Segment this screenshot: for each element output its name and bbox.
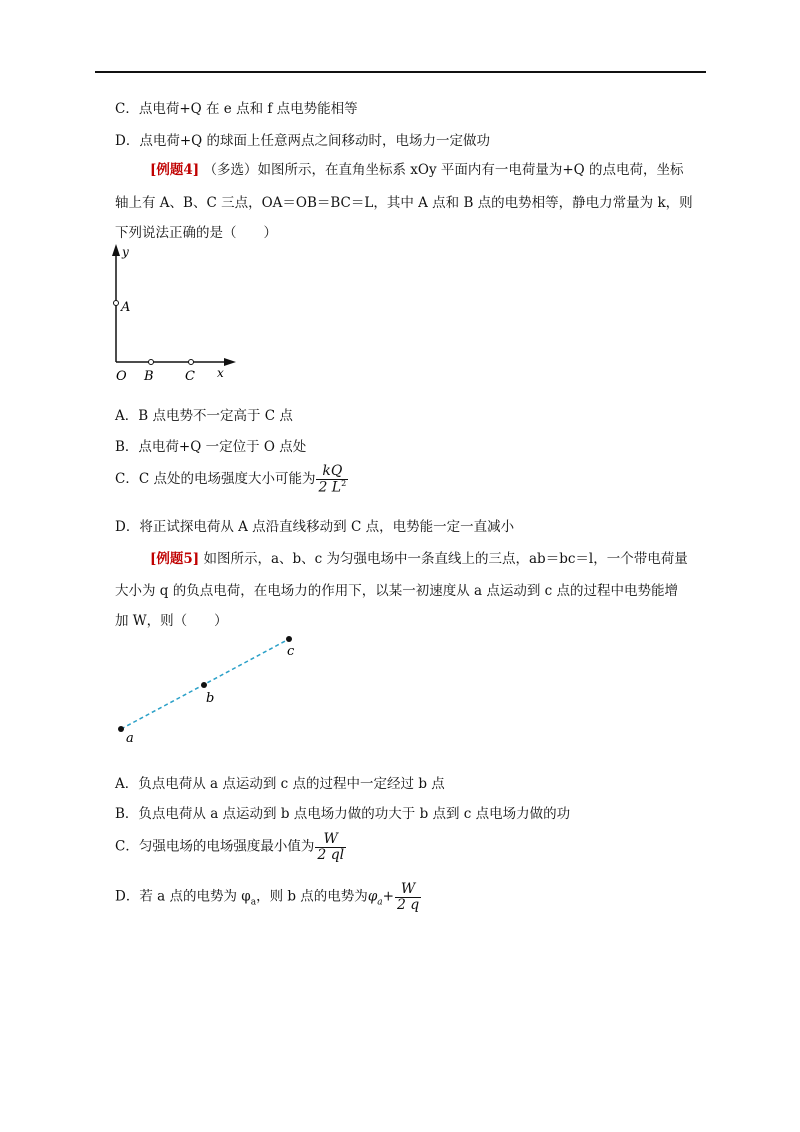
point-c: [189, 360, 194, 365]
label-b: B: [144, 369, 154, 384]
point-b: [201, 682, 207, 688]
fraction-denominator: [316, 480, 348, 495]
label-a: A: [121, 300, 131, 315]
example4-tag: [例题4]: [150, 162, 200, 178]
point-c: [286, 636, 292, 642]
label-b: b: [206, 691, 215, 706]
label-c: c: [287, 644, 295, 659]
point-b: [149, 360, 154, 365]
example5-option-d-mid: ，则 b 点的电势为: [256, 888, 368, 905]
y-axis-arrow: [112, 244, 120, 256]
example5-option-b: B．负点电荷从 a 点运动到 b 点电场力做的功大于 b 点到 c 点电场力做的功: [115, 806, 571, 822]
fraction-numerator: W: [315, 832, 346, 848]
example5-line1: [150, 547, 688, 567]
example5-option-d: [115, 882, 421, 912]
example5-line2: 大小为 q 的负点电荷，在电场力的作用下，以某一初速度从 a 点运动到 c 点的过程中电势能增: [115, 583, 678, 599]
example4-text1: （多选）如图所示，在直角坐标系 xOy 平面内有一电荷量为+Q 的点电荷，坐标: [203, 162, 684, 178]
fraction-w-2q: [395, 882, 421, 912]
phi-subscript: a: [377, 897, 383, 908]
plus-sign: +: [382, 888, 394, 905]
example5-option-d-text: D．若 a 点的电势为 φ: [115, 888, 251, 905]
example5-line3: 加 W，则（ ）: [115, 613, 228, 629]
example5-text1: 如图所示，a、b、c 为匀强电场中一条直线上的三点，ab＝bc＝l，一个带电荷量: [203, 551, 688, 567]
example4-figure: [100, 240, 250, 385]
option-d-prev: D．点电荷+Q 的球面上任意两点之间移动时，电场力一定做功: [115, 133, 490, 149]
option-c-prev: C．点电荷+Q 在 e 点和 f 点电势能相等: [115, 101, 358, 117]
example4-option-c: [115, 464, 348, 495]
example4-option-a: A．B 点电势不一定高于 C 点: [115, 408, 293, 424]
header-rule: [95, 71, 706, 73]
point-a: [118, 726, 124, 732]
example4-line2: 轴上有 A、B、C 三点，OA＝OB＝BC＝L，其中 A 点和 B 点的电势相等，静电力常量为 k，则: [115, 195, 693, 211]
label-a: a: [126, 731, 134, 746]
example4-option-c-text: C．C 点处的电场强度大小可能为: [115, 471, 316, 488]
example4-line3: 下列说法正确的是（ ）: [115, 225, 277, 241]
example5-figure: [110, 630, 310, 745]
fraction-denominator: 2 q: [396, 896, 420, 913]
fraction-numerator: kQ: [316, 464, 348, 480]
example5-tag: [例题5]: [150, 551, 200, 567]
label-x: x: [217, 366, 224, 380]
point-a: [114, 301, 119, 306]
example4-option-d: D．将正试探电荷从 A 点沿直线移动到 C 点，电势能一定一直减小: [115, 519, 515, 535]
example4-option-b: B．点电荷+Q 一定位于 O 点处: [115, 439, 307, 455]
fraction-exponent: 2: [341, 478, 347, 488]
example5-option-c: [115, 832, 346, 862]
example4-line1: [150, 158, 684, 178]
example5-option-c-text: C．匀强电场的电场强度最小值为: [115, 838, 315, 855]
fraction-w-2ql: [315, 832, 346, 862]
x-axis-arrow: [224, 358, 236, 366]
fraction-numerator: W: [395, 882, 421, 898]
label-c: C: [185, 369, 195, 384]
label-y: y: [122, 245, 129, 259]
example5-option-a: A．负点电荷从 a 点运动到 c 点的过程中一定经过 b 点: [115, 776, 445, 792]
phi-a-subscript: a: [250, 897, 257, 908]
fraction-kq-2l2: [316, 464, 348, 495]
label-o: O: [116, 369, 127, 384]
fraction-denominator-base: 2 L: [318, 479, 342, 496]
phi-symbol: φ: [367, 888, 378, 905]
fraction-denominator: 2 ql: [317, 846, 345, 863]
